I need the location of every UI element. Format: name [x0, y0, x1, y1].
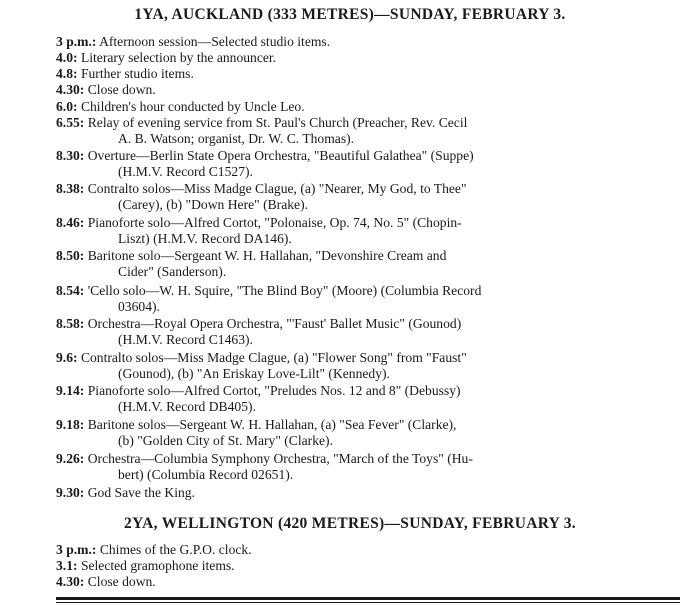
- programme-entry: [56, 558, 680, 574]
- entry-time: 3.1:: [56, 558, 78, 573]
- entry-time: 9.26:: [56, 451, 85, 466]
- programme-entry: [56, 417, 680, 449]
- entry-text-continued: bert) (Columbia Record 02651).: [118, 467, 294, 483]
- entry-text: Contralto solos—Miss Madge Clague, (a) "Flower Song" from "Faust": [80, 350, 467, 365]
- programme-entry: [56, 316, 680, 348]
- section-heading-1ya: 1YA, AUCKLAND (333 METRES)—SUNDAY, FEBRUARY 3.: [134, 6, 566, 23]
- entry-text: Orchestra—Columbia Symphony Orchestra, "March of the Toys" (Hu-: [87, 451, 473, 466]
- entry-text-continued: (Gounod), (b) "An Eriskay Love-Lilt" (Kennedy).: [118, 366, 390, 382]
- entry-time: 8.50:: [56, 248, 85, 263]
- entry-time: 4.30:: [56, 82, 85, 97]
- entry-text: Selected gramophone items.: [80, 558, 235, 573]
- entry-text: God Save the King.: [87, 485, 195, 500]
- programme-entry: [56, 50, 680, 66]
- entry-text-continued: A. B. Watson; organist, Dr. W. C. Thomas).: [118, 131, 355, 147]
- programme-entry: [56, 451, 680, 483]
- programme-entry: [56, 350, 680, 382]
- entry-time: 9.14:: [56, 383, 85, 398]
- entry-text-continued: Cider" (Sanderson).: [118, 264, 227, 280]
- programme-entry: [56, 383, 680, 415]
- section-heading-2ya: 2YA, WELLINGTON (420 METRES)—SUNDAY, FEBRUARY 3.: [124, 515, 576, 532]
- entry-time: 8.30:: [56, 148, 85, 163]
- programme-entry: [56, 115, 680, 147]
- entry-text: Pianoforte solo—Alfred Cortot, "Preludes Nos. 12 and 8" (Debussy): [87, 383, 461, 398]
- programme-entry: [56, 181, 680, 213]
- entry-text-continued: (H.M.V. Record C1463).: [118, 332, 253, 348]
- entry-text: Children's hour conducted by Uncle Leo.: [80, 99, 305, 114]
- entry-time: 9.18:: [56, 417, 85, 432]
- programme-entry: [56, 82, 680, 98]
- entry-text: Chimes of the G.P.O. clock.: [99, 542, 252, 557]
- entry-time: 9.30:: [56, 485, 85, 500]
- closing-rule-thick: [56, 597, 680, 600]
- entry-time: 8.46:: [56, 215, 85, 230]
- entry-time: 4.0:: [56, 50, 78, 65]
- entry-text: Close down.: [87, 82, 156, 97]
- entry-text: Overture—Berlin State Opera Orchestra, "Beautiful Galathea" (Suppe): [87, 148, 474, 163]
- programme-entry: [56, 99, 680, 115]
- programme-entry: [56, 34, 680, 50]
- entry-time: 9.6:: [56, 350, 78, 365]
- entry-text: 'Cello solo—W. H. Squire, "The Blind Boy" (Moore) (Columbia Record: [87, 283, 482, 298]
- entry-text: Further studio items.: [80, 66, 194, 81]
- entry-text-continued: (H.M.V. Record C1527).: [118, 164, 253, 180]
- entry-text: Baritone solos—Sergeant W. H. Hallahan, (a) "Sea Fever" (Clarke),: [87, 417, 457, 432]
- entry-time: 8.38:: [56, 181, 85, 196]
- programme-entry: [56, 283, 680, 315]
- programme-entry: [56, 574, 680, 590]
- entry-time: 4.30:: [56, 574, 85, 589]
- entry-time: 8.58:: [56, 316, 85, 331]
- programme-entry: [56, 542, 680, 558]
- entry-text: Orchestra—Royal Opera Orchestra, "'Faust' Ballet Music" (Gounod): [87, 316, 462, 331]
- programme-entry: [56, 66, 680, 82]
- entry-time: 6.55:: [56, 115, 85, 130]
- entry-text: Relay of evening service from St. Paul's Church (Preacher, Rev. Cecil: [87, 115, 468, 130]
- entry-text-continued: (Carey), (b) "Down Here" (Brake).: [118, 197, 309, 213]
- entry-time: 3 p.m.:: [56, 34, 97, 49]
- entry-text: Afternoon session—Selected studio items.: [99, 34, 331, 49]
- entry-text: Contralto solos—Miss Madge Clague, (a) "Nearer, My God, to Thee": [87, 181, 467, 196]
- closing-rule-thin: [56, 602, 680, 603]
- entry-text-continued: (H.M.V. Record DB405).: [118, 399, 256, 415]
- entry-text: Close down.: [87, 574, 156, 589]
- entry-text: Pianoforte solo—Alfred Cortot, "Polonaise, Op. 74, No. 5" (Chopin-: [87, 215, 462, 230]
- programme-entry: [56, 485, 680, 501]
- entry-text: Literary selection by the announcer.: [80, 50, 277, 65]
- programme-entry: [56, 248, 680, 280]
- entry-text-continued: 03604).: [118, 299, 160, 315]
- programme-entry: [56, 215, 680, 247]
- entry-time: 6.0:: [56, 99, 78, 114]
- entry-text-continued: Liszt) (H.M.V. Record DA146).: [118, 231, 292, 247]
- entry-time: 4.8:: [56, 66, 78, 81]
- entry-time: 3 p.m.:: [56, 542, 97, 557]
- entry-time: 8.54:: [56, 283, 85, 298]
- entry-text: Baritone solo—Sergeant W. H. Hallahan, "Devonshire Cream and: [87, 248, 447, 263]
- programme-entry: [56, 148, 680, 180]
- entry-text-continued: (b) "Golden City of St. Mary" (Clarke).: [118, 433, 333, 449]
